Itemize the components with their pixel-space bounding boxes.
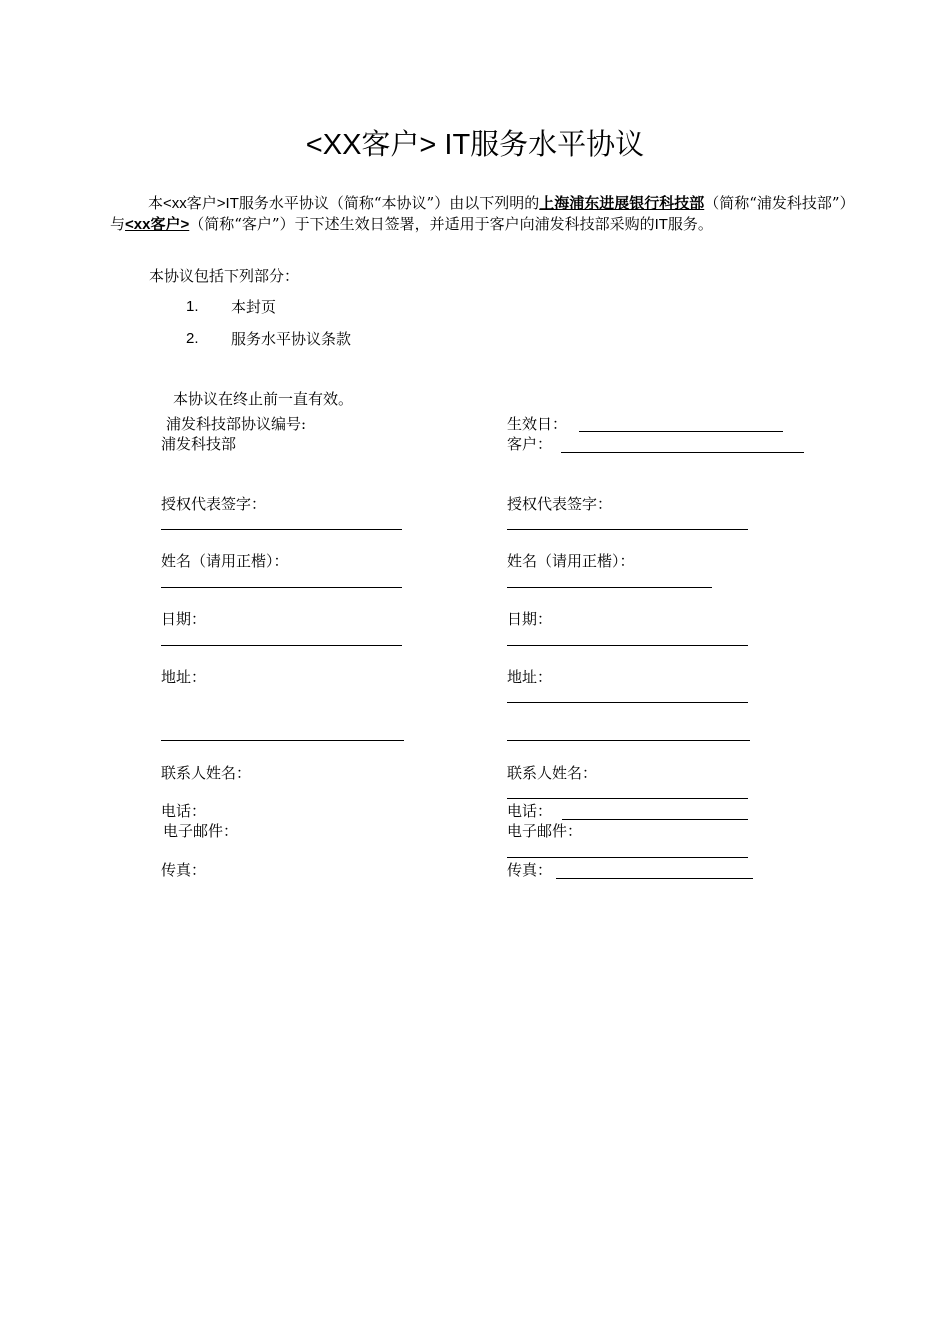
part-number: 2. — [186, 330, 199, 347]
document-title: <XX客户> IT服务水平协议 — [305, 129, 645, 161]
right-address-label: 地址： — [507, 668, 553, 686]
left-address-label: 地址： — [161, 668, 207, 686]
left-name-label: 姓名（请用正楷）： — [161, 552, 289, 570]
intro-text-2: <xx客户>IT — [163, 195, 239, 212]
right-fax-line[interactable] — [556, 878, 753, 879]
right-email-label: 电子邮件： — [507, 822, 583, 840]
part-label-cover: 本封页 — [231, 298, 277, 316]
right-email-line[interactable] — [507, 857, 748, 858]
client-line[interactable] — [561, 452, 804, 453]
right-phone-line[interactable] — [562, 819, 748, 820]
intro-text-1: 本 — [148, 194, 164, 212]
right-contact-label: 联系人姓名： — [507, 764, 598, 782]
client-label: 客户： — [507, 435, 553, 453]
right-address-line-2[interactable] — [507, 740, 750, 741]
validity-text: 本协议在终止前一直有效。 — [173, 390, 354, 408]
intro-text-7: 服务。 — [667, 215, 713, 233]
left-date-label: 日期： — [161, 610, 207, 628]
right-date-label: 日期： — [507, 610, 553, 628]
left-contact-label: 联系人姓名： — [161, 764, 252, 782]
client-name: <xx客户> — [125, 216, 190, 233]
intro-text-4: （简称“浦发科技部”）与 — [110, 194, 848, 233]
right-fax-label: 传真： — [507, 861, 553, 879]
intro-text-5: （简称“客户”）于下述生效日签署，并适用于客户向浦发科技部采购的 — [189, 215, 655, 233]
contract-number-label: 浦发科技部协议编号: — [166, 415, 307, 433]
effective-date-label: 生效日： — [507, 415, 568, 433]
right-name-label: 姓名（请用正楷）： — [507, 552, 635, 570]
effective-date-line[interactable] — [579, 431, 783, 432]
parts-intro: 本协议包括下列部分： — [149, 267, 300, 285]
left-name-line[interactable] — [161, 587, 402, 588]
right-contact-line[interactable] — [507, 798, 748, 799]
left-phone-label: 电话： — [161, 802, 207, 820]
left-party-name: 浦发科技部 — [161, 435, 237, 453]
right-signature-label: 授权代表签字： — [507, 495, 613, 513]
intro-text-6: IT — [654, 216, 668, 233]
part-label-terms: 服务水平协议条款 — [231, 330, 352, 348]
right-address-line-1[interactable] — [507, 702, 748, 703]
left-fax-label: 传真： — [161, 861, 207, 879]
left-signature-line[interactable] — [161, 529, 402, 530]
left-date-line[interactable] — [161, 645, 402, 646]
left-address-line[interactable] — [161, 740, 404, 741]
intro-paragraph — [110, 193, 848, 235]
right-date-line[interactable] — [507, 645, 748, 646]
right-phone-label: 电话： — [507, 802, 553, 820]
bank-name: 上海浦东进展银行科技部 — [539, 194, 705, 212]
intro-text-3: 服务水平协议（简称“本协议”）由以下列明的 — [238, 194, 540, 212]
left-signature-label: 授权代表签字： — [161, 495, 267, 513]
right-signature-line[interactable] — [507, 529, 748, 530]
right-name-line[interactable] — [507, 587, 712, 588]
part-number: 1. — [186, 298, 199, 315]
left-email-label: 电子邮件： — [163, 822, 239, 840]
